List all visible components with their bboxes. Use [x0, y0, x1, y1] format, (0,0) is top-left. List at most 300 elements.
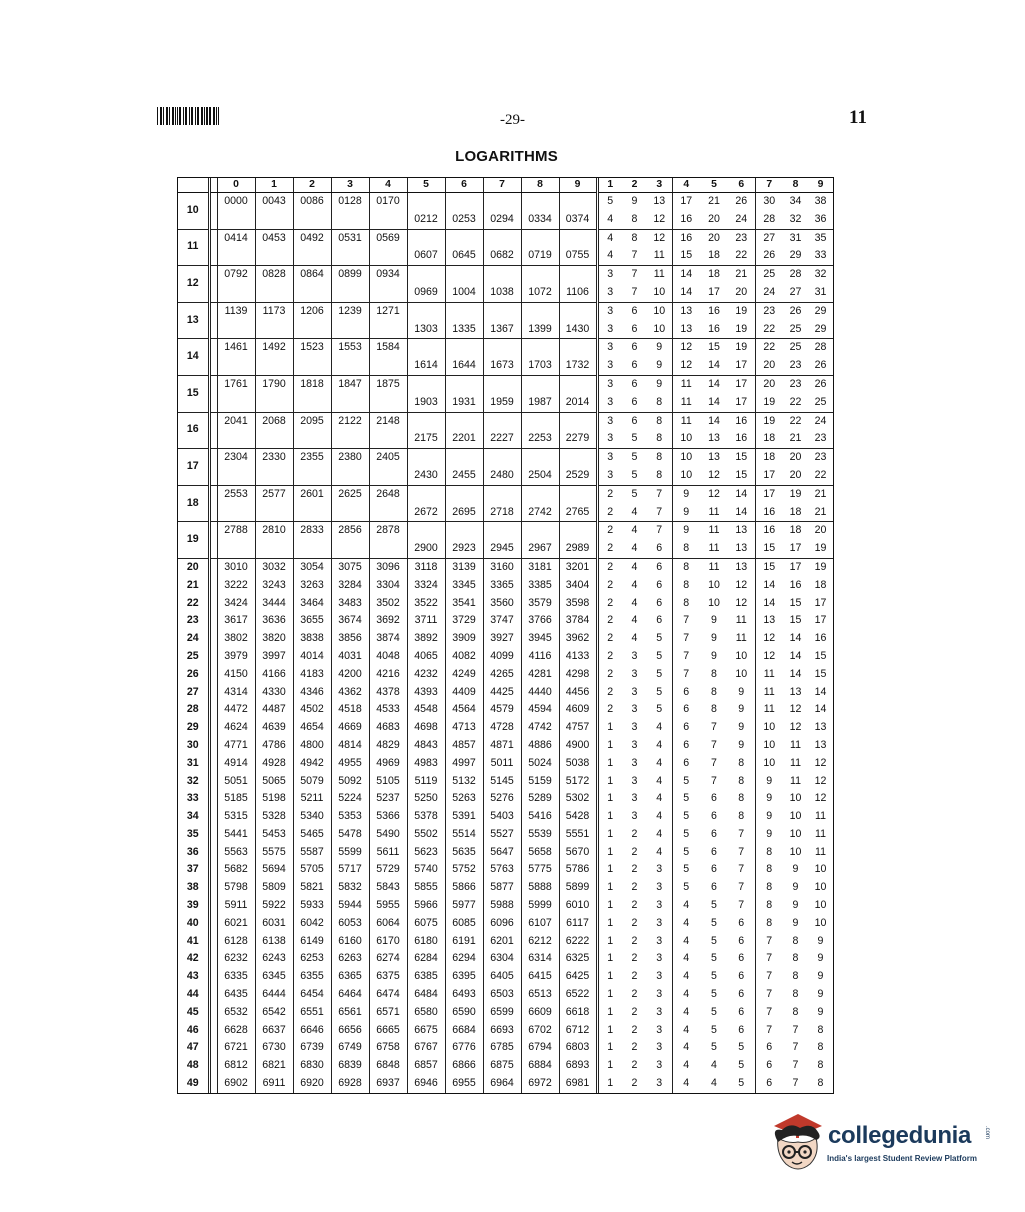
mean-difference-cell: 24 — [735, 212, 748, 225]
mean-difference-cell: 27 — [755, 229, 783, 247]
log-value-cell: 1430 — [559, 321, 597, 339]
log-value-cell: 6064 — [369, 915, 407, 933]
log-value-cell: 6665 — [369, 1022, 407, 1040]
mean-difference-cell: 9 — [738, 738, 745, 751]
log-value-cell — [255, 284, 293, 302]
mean-difference-cell: 13 — [755, 612, 783, 630]
log-value-cell: 1038 — [483, 284, 521, 302]
log-value-cell: 2625 — [331, 485, 369, 503]
log-value-cell: 6425 — [559, 968, 597, 986]
mean-difference-cell: 1 — [597, 737, 622, 755]
log-value-cell: 3222 — [217, 577, 255, 595]
log-value-cell: 4757 — [559, 719, 597, 737]
mean-difference-cell: 1 — [597, 1057, 622, 1075]
row-spacer — [209, 1075, 217, 1093]
mean-difference-cell: 2 — [597, 684, 622, 702]
mean-difference-cell: 6 — [738, 1005, 745, 1018]
log-value-cell: 6542 — [255, 1004, 293, 1022]
log-value-cell: 4031 — [331, 648, 369, 666]
log-value-cell: 5366 — [369, 808, 407, 826]
mean-difference-cell: 18 — [755, 449, 783, 467]
row-label: 38 — [186, 881, 199, 894]
row-spacer — [209, 933, 217, 951]
log-value-cell: 0043 — [255, 193, 293, 211]
mean-difference-cell: 8 — [755, 897, 783, 915]
mean-difference-cell: 28 — [755, 211, 783, 229]
mean-difference-cell: 4 — [672, 1039, 700, 1057]
mean-difference-cell: 26 — [808, 375, 833, 393]
log-value-cell: 6263 — [331, 950, 369, 968]
log-value-cell: 1987 — [521, 394, 559, 412]
log-value-cell: 5539 — [521, 826, 559, 844]
mean-difference-cell: 4 — [672, 950, 700, 968]
log-value-cell: 3444 — [255, 595, 293, 613]
mean-difference-cell: 1 — [597, 950, 622, 968]
mean-difference-cell: 3 — [597, 284, 622, 302]
row-label: 42 — [186, 952, 199, 965]
table-row — [178, 412, 833, 430]
log-value-cell: 3655 — [293, 612, 331, 630]
mean-difference-cell: 11 — [700, 522, 728, 540]
mean-difference-cell: 35 — [808, 229, 833, 247]
row-label: 21 — [186, 578, 199, 591]
mean-difference-cell: 23 — [783, 375, 808, 393]
log-value-cell: 3579 — [521, 595, 559, 613]
log-value-cell — [331, 467, 369, 485]
mean-difference-cell: 10 — [789, 810, 802, 823]
log-value-cell: 0719 — [521, 247, 559, 265]
log-value-cell: 3766 — [521, 612, 559, 630]
mean-difference-cell: 18 — [814, 578, 827, 591]
row-label: 43 — [186, 970, 199, 983]
log-value-cell: 2945 — [483, 540, 521, 558]
row-spacer — [209, 339, 217, 376]
mean-difference-cell: 15 — [814, 667, 827, 680]
column-header: 1 — [255, 178, 293, 193]
mean-difference-cell: 4 — [656, 756, 663, 769]
log-value-cell: 5988 — [483, 897, 521, 915]
log-value-cell: 6284 — [407, 950, 445, 968]
row-label: 29 — [186, 721, 199, 734]
log-value-cell: 6767 — [407, 1039, 445, 1057]
log-value-cell: 5079 — [293, 773, 331, 791]
row-spacer — [209, 861, 217, 879]
mean-difference-cell: 1 — [597, 986, 622, 1004]
mean-difference-cell: 11 — [735, 632, 747, 645]
row-spacer — [209, 577, 217, 595]
mean-difference-cell: 10 — [735, 649, 748, 662]
log-value-cell: 6803 — [559, 1039, 597, 1057]
log-value-cell: 5635 — [445, 844, 483, 862]
log-value-cell: 2989 — [559, 540, 597, 558]
log-value-cell: 1206 — [293, 302, 331, 320]
log-value-cell: 4166 — [255, 666, 293, 684]
log-value-cell: 6618 — [559, 1004, 597, 1022]
mean-difference-cell: 21 — [728, 266, 755, 284]
mean-difference-cell: 9 — [672, 522, 700, 540]
log-value-cell: 3674 — [331, 612, 369, 630]
log-value-cell — [369, 357, 407, 375]
mean-difference-cell: 2 — [631, 916, 638, 929]
mean-difference-cell: 4 — [631, 614, 638, 627]
mean-difference-cell: 13 — [672, 321, 700, 339]
mean-difference-cell: 5 — [622, 449, 647, 467]
mean-difference-cell: 9 — [711, 632, 717, 645]
log-value-cell: 5717 — [331, 861, 369, 879]
log-value-cell: 6454 — [293, 986, 331, 1004]
mean-difference-cell: 13 — [672, 302, 700, 320]
log-value-cell: 0645 — [445, 247, 483, 265]
log-value-cell: 6749 — [331, 1039, 369, 1057]
log-value-cell: 2253 — [521, 430, 559, 448]
row-spacer — [209, 737, 217, 755]
log-value-cell: 2304 — [217, 449, 255, 467]
mean-difference-cell: 3 — [631, 756, 638, 769]
mean-difference-cell: 5 — [711, 1041, 717, 1054]
log-value-cell: 0492 — [293, 229, 331, 247]
mean-difference-cell: 28 — [808, 339, 833, 357]
log-value-cell — [559, 302, 597, 320]
mean-difference-cell: 29 — [789, 249, 802, 262]
row-label: 26 — [186, 667, 199, 680]
mean-difference-cell: 4 — [672, 986, 700, 1004]
log-value-cell — [483, 375, 521, 393]
log-value-cell — [369, 504, 407, 522]
log-value-cell: 2201 — [445, 430, 483, 448]
log-value-cell: 5647 — [483, 844, 521, 862]
mean-difference-cell: 7 — [738, 881, 745, 894]
log-value-cell: 1303 — [407, 321, 445, 339]
log-value-cell: 5911 — [217, 897, 255, 915]
row-spacer — [209, 1022, 217, 1040]
log-value-cell — [293, 321, 331, 339]
mean-difference-cell: 8 — [622, 229, 647, 247]
log-value-cell: 6117 — [559, 915, 597, 933]
mean-difference-cell: 22 — [789, 395, 802, 408]
table-header-row — [178, 178, 833, 193]
mean-difference-cell: 10 — [814, 863, 827, 876]
log-value-cell: 4456 — [559, 684, 597, 702]
log-value-cell: 3201 — [559, 558, 597, 576]
mean-difference-cell: 5 — [738, 1077, 745, 1090]
log-value-cell: 2279 — [559, 430, 597, 448]
mean-difference-cell: 3 — [656, 1023, 663, 1036]
mean-difference-cell: 2 — [597, 504, 622, 522]
mean-difference-cell: 9 — [738, 703, 745, 716]
log-value-cell: 4533 — [369, 701, 407, 719]
log-value-cell: 6937 — [369, 1075, 407, 1093]
mean-difference-cell: 18 — [789, 505, 802, 518]
log-value-cell — [331, 284, 369, 302]
log-value-cell — [559, 522, 597, 540]
table-row — [178, 719, 833, 737]
mean-difference-cell: 3 — [597, 467, 622, 485]
mean-difference-cell: 11 — [672, 375, 700, 393]
log-value-cell: 5211 — [293, 790, 331, 808]
log-value-cell — [559, 485, 597, 503]
mean-difference-cell: 9 — [792, 916, 799, 929]
mean-difference-cell: 9 — [755, 826, 783, 844]
mean-difference-cell: 2 — [597, 577, 622, 595]
mean-difference-cell: 32 — [789, 212, 802, 225]
log-value-cell — [293, 430, 331, 448]
log-value-cell: 6325 — [559, 950, 597, 968]
difference-column-header: 7 — [755, 178, 783, 193]
log-value-cell: 0334 — [521, 211, 559, 229]
log-value-cell: 4942 — [293, 755, 331, 773]
mean-difference-cell: 8 — [647, 449, 672, 467]
difference-column-header: 2 — [622, 178, 647, 193]
table-row — [178, 808, 833, 826]
mean-difference-cell: 20 — [735, 285, 748, 298]
log-value-cell: 6730 — [255, 1039, 293, 1057]
mean-difference-cell: 5 — [738, 1041, 745, 1054]
log-value-cell: 0569 — [369, 229, 407, 247]
log-value-cell: 5866 — [445, 879, 483, 897]
mean-difference-cell: 23 — [789, 359, 802, 372]
log-value-cell: 6693 — [483, 1022, 521, 1040]
log-value-cell: 4502 — [293, 701, 331, 719]
log-value-cell — [293, 284, 331, 302]
mean-difference-cell: 7 — [738, 845, 745, 858]
log-value-cell: 4116 — [521, 648, 559, 666]
mean-difference-cell: 3 — [597, 412, 622, 430]
log-value-cell: 6345 — [255, 968, 293, 986]
mean-difference-cell: 3 — [631, 667, 638, 680]
mean-difference-cell: 4 — [656, 845, 663, 858]
log-value-cell: 6812 — [217, 1057, 255, 1075]
log-value-cell: 5051 — [217, 773, 255, 791]
mean-difference-cell: 3 — [597, 357, 622, 375]
mean-difference-cell: 19 — [814, 542, 827, 555]
column-header: 6 — [445, 178, 483, 193]
row-spacer — [209, 612, 217, 630]
mean-difference-cell: 26 — [814, 359, 827, 372]
mean-difference-cell: 6 — [656, 578, 663, 591]
log-value-cell: 5453 — [255, 826, 293, 844]
table-row — [178, 933, 833, 951]
table-row — [178, 630, 833, 648]
mean-difference-cell: 13 — [728, 522, 755, 540]
table-row — [178, 648, 833, 666]
log-value-cell: 1903 — [407, 394, 445, 412]
log-value-cell — [217, 211, 255, 229]
log-value-cell: 6243 — [255, 950, 293, 968]
log-value-cell — [331, 357, 369, 375]
log-value-cell: 3424 — [217, 595, 255, 613]
mean-difference-cell: 4 — [672, 968, 700, 986]
log-value-cell: 5172 — [559, 773, 597, 791]
log-value-cell: 3139 — [445, 558, 483, 576]
log-value-cell: 6415 — [521, 968, 559, 986]
log-value-cell: 2695 — [445, 504, 483, 522]
log-value-cell — [293, 504, 331, 522]
log-value-cell: 6294 — [445, 950, 483, 968]
log-value-cell: 3856 — [331, 630, 369, 648]
mean-difference-cell: 8 — [711, 667, 717, 680]
mean-difference-cell: 11 — [815, 845, 826, 858]
mean-difference-cell: 3 — [631, 721, 638, 734]
mean-difference-cell: 5 — [711, 952, 717, 965]
log-value-cell: 1399 — [521, 321, 559, 339]
log-value-cell — [369, 540, 407, 558]
log-value-cell — [369, 394, 407, 412]
mean-difference-cell: 17 — [708, 285, 720, 298]
mean-difference-cell: 10 — [653, 322, 666, 335]
log-value-cell: 3118 — [407, 558, 445, 576]
mean-difference-cell: 2 — [631, 1059, 638, 1072]
mean-difference-cell: 4 — [672, 933, 700, 951]
log-value-cell — [255, 211, 293, 229]
log-value-cell: 6031 — [255, 915, 293, 933]
log-value-cell — [369, 321, 407, 339]
log-value-cell: 6212 — [521, 933, 559, 951]
mean-difference-cell: 7 — [738, 863, 745, 876]
row-label: 17 — [178, 449, 209, 486]
log-value-cell: 2455 — [445, 467, 483, 485]
mean-difference-cell: 17 — [755, 467, 783, 485]
mean-difference-cell: 6 — [656, 614, 663, 627]
difference-column-header: 8 — [783, 178, 808, 193]
mean-difference-cell: 4 — [622, 522, 647, 540]
log-value-cell: 2878 — [369, 522, 407, 540]
log-value-cell — [293, 211, 331, 229]
log-value-cell: 2672 — [407, 504, 445, 522]
log-value-cell: 5224 — [331, 790, 369, 808]
log-value-cell: 5289 — [521, 790, 559, 808]
mean-difference-cell: 9 — [656, 359, 663, 372]
log-value-cell: 2405 — [369, 449, 407, 467]
row-spacer — [209, 701, 217, 719]
mean-difference-cell: 22 — [783, 412, 808, 430]
log-value-cell — [521, 449, 559, 467]
mean-difference-cell: 24 — [808, 412, 833, 430]
log-value-cell: 6920 — [293, 1075, 331, 1093]
mean-difference-cell: 4 — [672, 1022, 700, 1040]
mean-difference-cell: 1 — [597, 808, 622, 826]
mean-difference-cell: 9 — [631, 195, 638, 207]
log-value-cell: 6776 — [445, 1039, 483, 1057]
mean-difference-cell: 12 — [789, 703, 802, 716]
mean-difference-cell: 18 — [708, 249, 720, 262]
log-value-cell — [521, 375, 559, 393]
mean-difference-cell: 3 — [656, 1041, 663, 1054]
mean-difference-cell: 6 — [738, 934, 745, 947]
mean-difference-cell: 2 — [631, 863, 638, 876]
row-label: 41 — [186, 934, 199, 947]
mean-difference-cell: 8 — [792, 952, 799, 965]
log-value-cell: 6180 — [407, 933, 445, 951]
row-spacer — [209, 950, 217, 968]
log-value-cell: 0899 — [331, 266, 369, 284]
log-value-cell: 6571 — [369, 1004, 407, 1022]
log-value-cell: 1367 — [483, 321, 521, 339]
mean-difference-cell: 10 — [789, 827, 802, 840]
row-label: 44 — [186, 988, 199, 1001]
mean-difference-cell: 10 — [647, 302, 672, 320]
row-spacer — [209, 302, 217, 339]
mean-difference-cell: 8 — [738, 792, 745, 805]
log-value-cell: 6609 — [521, 1004, 559, 1022]
mean-difference-cell: 23 — [808, 449, 833, 467]
log-value-cell: 6637 — [255, 1022, 293, 1040]
mean-difference-cell: 5 — [711, 1005, 717, 1018]
log-value-cell: 5763 — [483, 861, 521, 879]
mean-difference-cell: 6 — [711, 810, 717, 823]
mean-difference-cell: 17 — [755, 485, 783, 503]
table-row-continuation — [178, 321, 833, 339]
mean-difference-cell: 36 — [814, 212, 827, 225]
log-value-cell — [331, 540, 369, 558]
log-value-cell: 2833 — [293, 522, 331, 540]
difference-column-header: 5 — [700, 178, 728, 193]
table-row — [178, 737, 833, 755]
table-row — [178, 666, 833, 684]
log-value-cell: 6590 — [445, 1004, 483, 1022]
mean-difference-cell: 11 — [790, 756, 801, 769]
mean-difference-cell: 11 — [653, 249, 665, 262]
mean-difference-cell: 14 — [789, 667, 802, 680]
log-value-cell: 4857 — [445, 737, 483, 755]
table-row — [178, 773, 833, 791]
log-value-cell: 5416 — [521, 808, 559, 826]
mean-difference-cell: 16 — [755, 522, 783, 540]
table-row — [178, 1075, 833, 1093]
mean-difference-cell: 5 — [672, 844, 700, 862]
log-value-cell: 6149 — [293, 933, 331, 951]
log-value-cell: 1584 — [369, 339, 407, 357]
log-value-cell: 0086 — [293, 193, 331, 211]
mean-difference-cell: 8 — [656, 395, 663, 408]
log-value-cell: 5092 — [331, 773, 369, 791]
log-value-cell: 3284 — [331, 577, 369, 595]
log-value-cell: 1847 — [331, 375, 369, 393]
mean-difference-cell: 9 — [647, 339, 672, 357]
log-value-cell — [217, 394, 255, 412]
mean-difference-cell: 21 — [808, 485, 833, 503]
log-value-cell: 3483 — [331, 595, 369, 613]
mean-difference-cell: 17 — [814, 596, 827, 609]
mean-difference-cell: 4 — [597, 247, 622, 265]
mean-difference-cell: 6 — [711, 827, 717, 840]
mean-difference-cell: 19 — [728, 302, 755, 320]
mean-difference-cell: 10 — [789, 845, 802, 858]
log-value-cell — [445, 229, 483, 247]
mean-difference-cell: 2 — [631, 952, 638, 965]
mean-difference-cell: 14 — [708, 359, 720, 372]
log-value-cell: 4281 — [521, 666, 559, 684]
mean-difference-cell: 12 — [672, 357, 700, 375]
log-value-cell — [445, 412, 483, 430]
log-value-cell: 3345 — [445, 577, 483, 595]
log-value-cell: 3747 — [483, 612, 521, 630]
log-value-cell: 2095 — [293, 412, 331, 430]
mean-difference-cell: 2 — [631, 881, 638, 894]
mean-difference-cell: 8 — [672, 595, 700, 613]
row-label: 12 — [178, 266, 209, 303]
row-label: 22 — [186, 596, 199, 609]
mean-difference-cell: 4 — [672, 1057, 700, 1075]
mean-difference-cell: 3 — [631, 685, 638, 698]
mean-difference-cell: 13 — [814, 738, 827, 751]
log-value-cell: 5391 — [445, 808, 483, 826]
log-value-cell: 3304 — [369, 577, 407, 595]
mean-difference-cell: 2 — [597, 540, 622, 558]
log-value-cell: 2788 — [217, 522, 255, 540]
mean-difference-cell: 1 — [597, 1075, 622, 1093]
log-value-cell: 6191 — [445, 933, 483, 951]
log-value-cell: 5944 — [331, 897, 369, 915]
